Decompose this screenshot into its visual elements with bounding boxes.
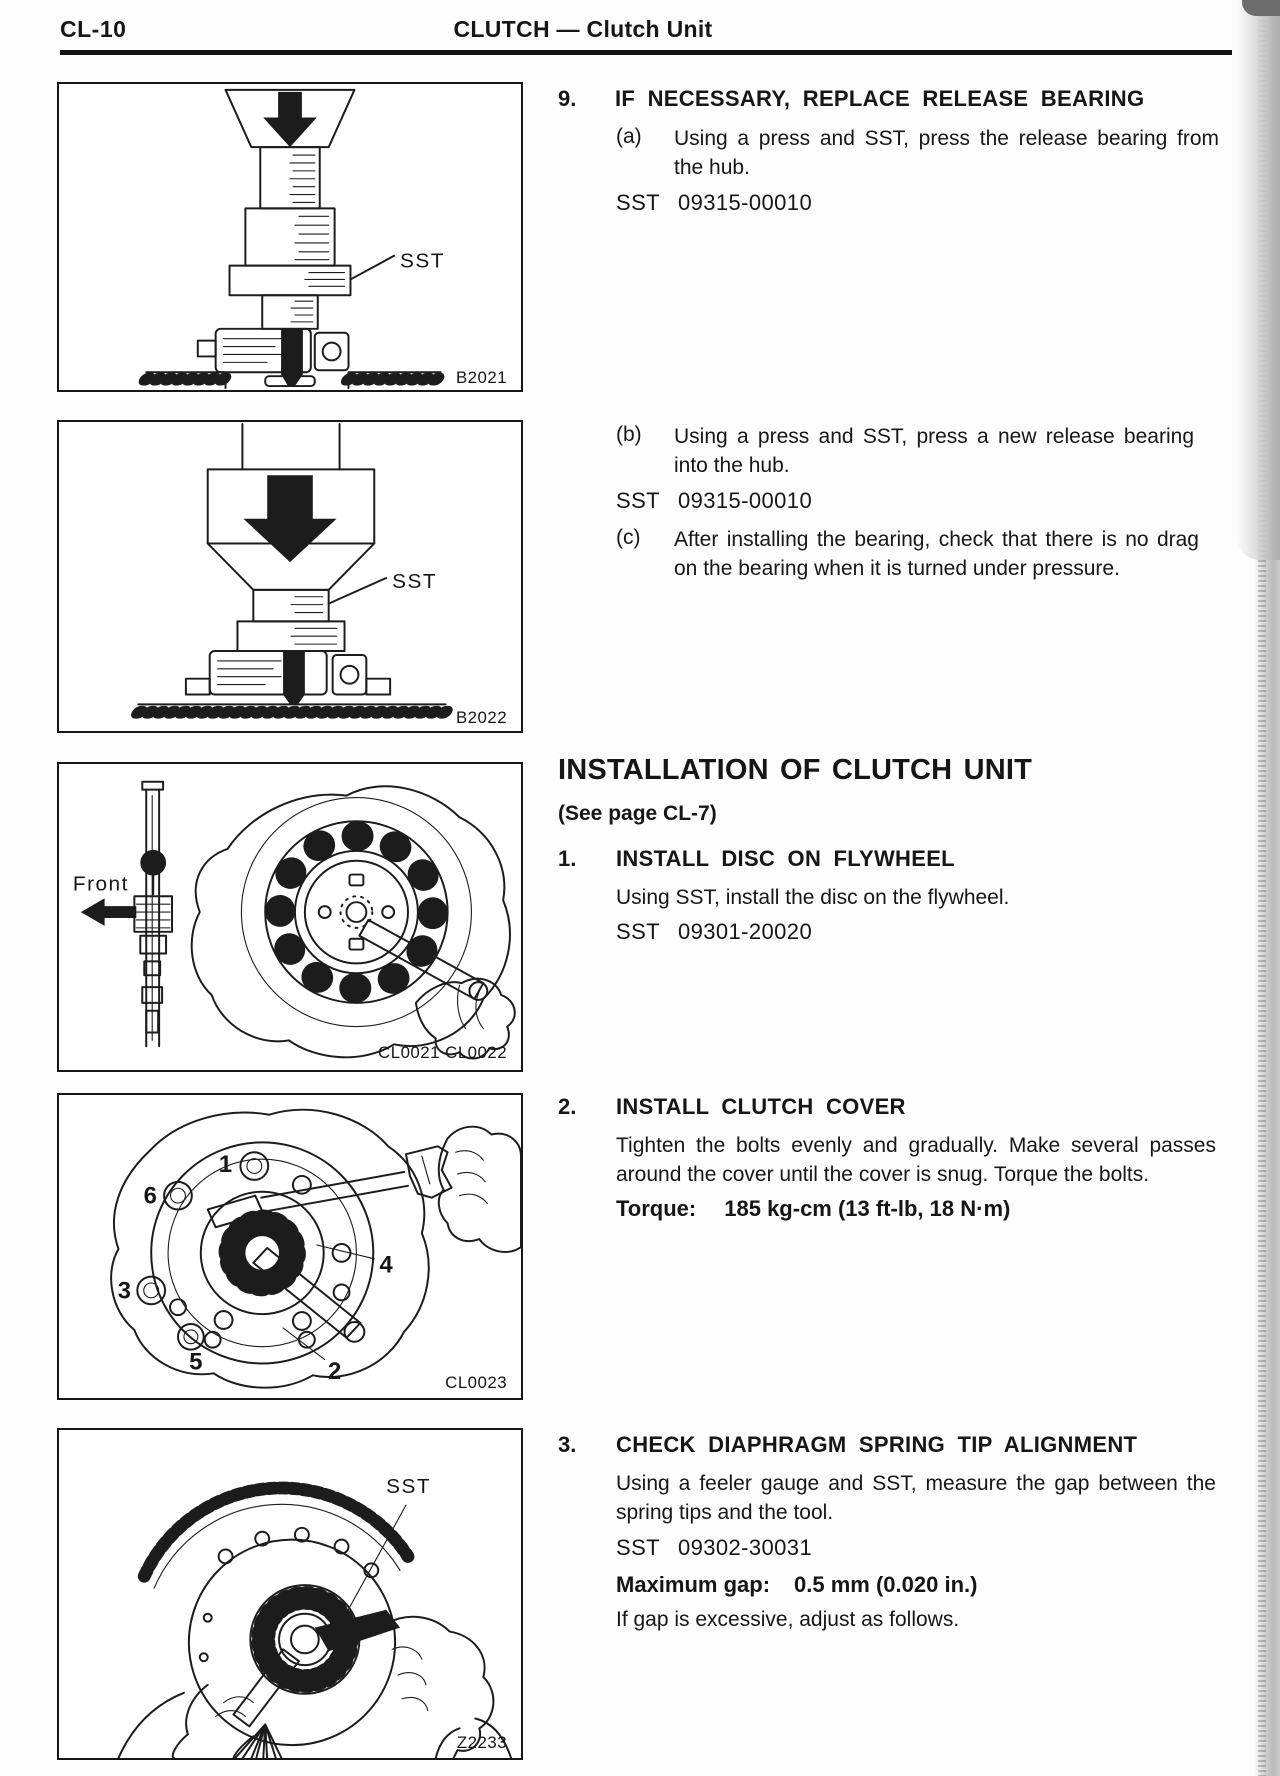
- step2-number: 2.: [558, 1094, 577, 1119]
- torque-value: 185 kg-cm (13 ft-lb, 18 N·m): [724, 1196, 1011, 1221]
- press-ram: [226, 90, 355, 266]
- step1-body: Using SST, install the disc on the flywheel.: [616, 886, 1010, 909]
- sst-number: 09302-30031: [678, 1535, 813, 1560]
- bearing-hub-assembly: [186, 621, 390, 704]
- spring-tip-illustration: [59, 1430, 521, 1758]
- feeler-blades: [218, 1724, 293, 1758]
- step-b-text: Using a press and SST, press a new release bearing into the hub.: [674, 425, 1194, 477]
- gap-label: Maximum gap:: [616, 1572, 771, 1597]
- figure-code: CL0023: [445, 1373, 508, 1393]
- scan-edge-top: [1236, 0, 1280, 560]
- press-down-arrow-icon: [263, 92, 317, 147]
- step3-body: Using a feeler gauge and SST, measure the gap between the spring tips and the tool.: [616, 1472, 1216, 1524]
- step-c-text: After installing the bearing, check that there is no drag on the bearing when it is turned under pressure.: [674, 528, 1199, 580]
- step1-number: 1.: [558, 846, 577, 871]
- sst-label: SST: [616, 919, 660, 944]
- front-label: Front: [72, 872, 129, 896]
- bolt-number-2: 2: [327, 1359, 342, 1386]
- section9-title: IF NECESSARY, REPLACE RELEASE BEARING: [615, 86, 1145, 111]
- sst-number: 09315-00010: [678, 488, 813, 513]
- flywheel-and-disc: [192, 786, 510, 1057]
- figure-code: CL0021 CL0022: [378, 1043, 508, 1063]
- step2-body: Tighten the bolts evenly and gradually. Make several passes around the cover until the cover is snug. Torque the bolts.: [616, 1134, 1216, 1186]
- sst-line-step3: [616, 1535, 812, 1561]
- figure-press-install-bearing: [57, 420, 523, 733]
- sst-collar: [230, 256, 395, 295]
- step-a-text: Using a press and SST, press the release bearing from the hub.: [674, 127, 1219, 179]
- disc-flywheel-illustration: [59, 764, 521, 1070]
- clutch-cover-illustration: [59, 1095, 521, 1398]
- bolt-number-5: 5: [189, 1349, 203, 1376]
- press-remove-illustration: [59, 84, 521, 390]
- figure-code: B2022: [455, 708, 508, 728]
- bolts: [137, 1152, 268, 1349]
- front-arrow-icon: [81, 898, 137, 926]
- sst-number: 09315-00010: [678, 190, 813, 215]
- figure-disc-on-flywheel: [57, 762, 523, 1072]
- sst-label: SST: [392, 569, 438, 593]
- figure-code: Z2233: [456, 1733, 508, 1753]
- figure-spring-tip-check: [57, 1428, 523, 1760]
- sst-label: SST: [616, 190, 660, 215]
- max-gap-spec: [616, 1572, 977, 1598]
- sst-number: 09301-20020: [678, 919, 813, 944]
- disc-cross-section: [134, 782, 172, 1047]
- sst-line-step1: [616, 919, 812, 945]
- press-install-illustration: [59, 422, 521, 731]
- section9-number: 9.: [558, 86, 577, 111]
- sst-label: SST: [386, 1475, 432, 1499]
- page-code: CL-10: [60, 16, 127, 42]
- step-c-label: (c): [616, 526, 641, 549]
- torque-spec: [616, 1196, 1010, 1222]
- adjust-note: If gap is excessive, adjust as follows.: [616, 1608, 960, 1631]
- step-a-label: (a): [616, 125, 642, 148]
- step1-title: INSTALL DISC ON FLYWHEEL: [616, 846, 955, 871]
- sst-collar: [253, 578, 386, 621]
- ground: [138, 704, 445, 712]
- see-page-reference: (See page CL-7): [558, 802, 717, 825]
- header-rule: [60, 50, 1232, 55]
- rivets: [275, 831, 439, 994]
- bolt-number-4: 4: [379, 1252, 393, 1279]
- sst-line-a: [616, 190, 812, 216]
- figure-code: B2021: [455, 368, 508, 388]
- torque-label: Torque:: [616, 1196, 697, 1221]
- scan-corner: [1242, 0, 1280, 16]
- step-b-label: (b): [616, 423, 642, 446]
- bolt-number-6: 6: [143, 1183, 157, 1210]
- press-ram: [208, 424, 375, 590]
- step3-number: 3.: [558, 1432, 577, 1457]
- sst-line-b: [616, 488, 812, 514]
- press-down-arrow-icon: [243, 475, 336, 562]
- page-title: CLUTCH — Clutch Unit: [453, 16, 713, 42]
- sst-label: SST: [400, 249, 445, 273]
- step3-title: CHECK DIAPHRAGM SPRING TIP ALIGNMENT: [616, 1432, 1138, 1457]
- gap-value: 0.5 mm (0.020 in.): [794, 1572, 978, 1597]
- sst-label: SST: [616, 488, 660, 513]
- step2-title: INSTALL CLUTCH COVER: [616, 1094, 906, 1119]
- left-hand: [118, 1685, 253, 1758]
- installation-title: INSTALLATION OF CLUTCH UNIT: [558, 754, 1033, 786]
- figure-clutch-cover-bolts: [57, 1093, 523, 1400]
- bolt-number-1: 1: [218, 1152, 233, 1178]
- sst-label: SST: [616, 1535, 660, 1560]
- figure-press-remove-bearing: [57, 82, 523, 392]
- bolt-number-3: 3: [117, 1278, 132, 1305]
